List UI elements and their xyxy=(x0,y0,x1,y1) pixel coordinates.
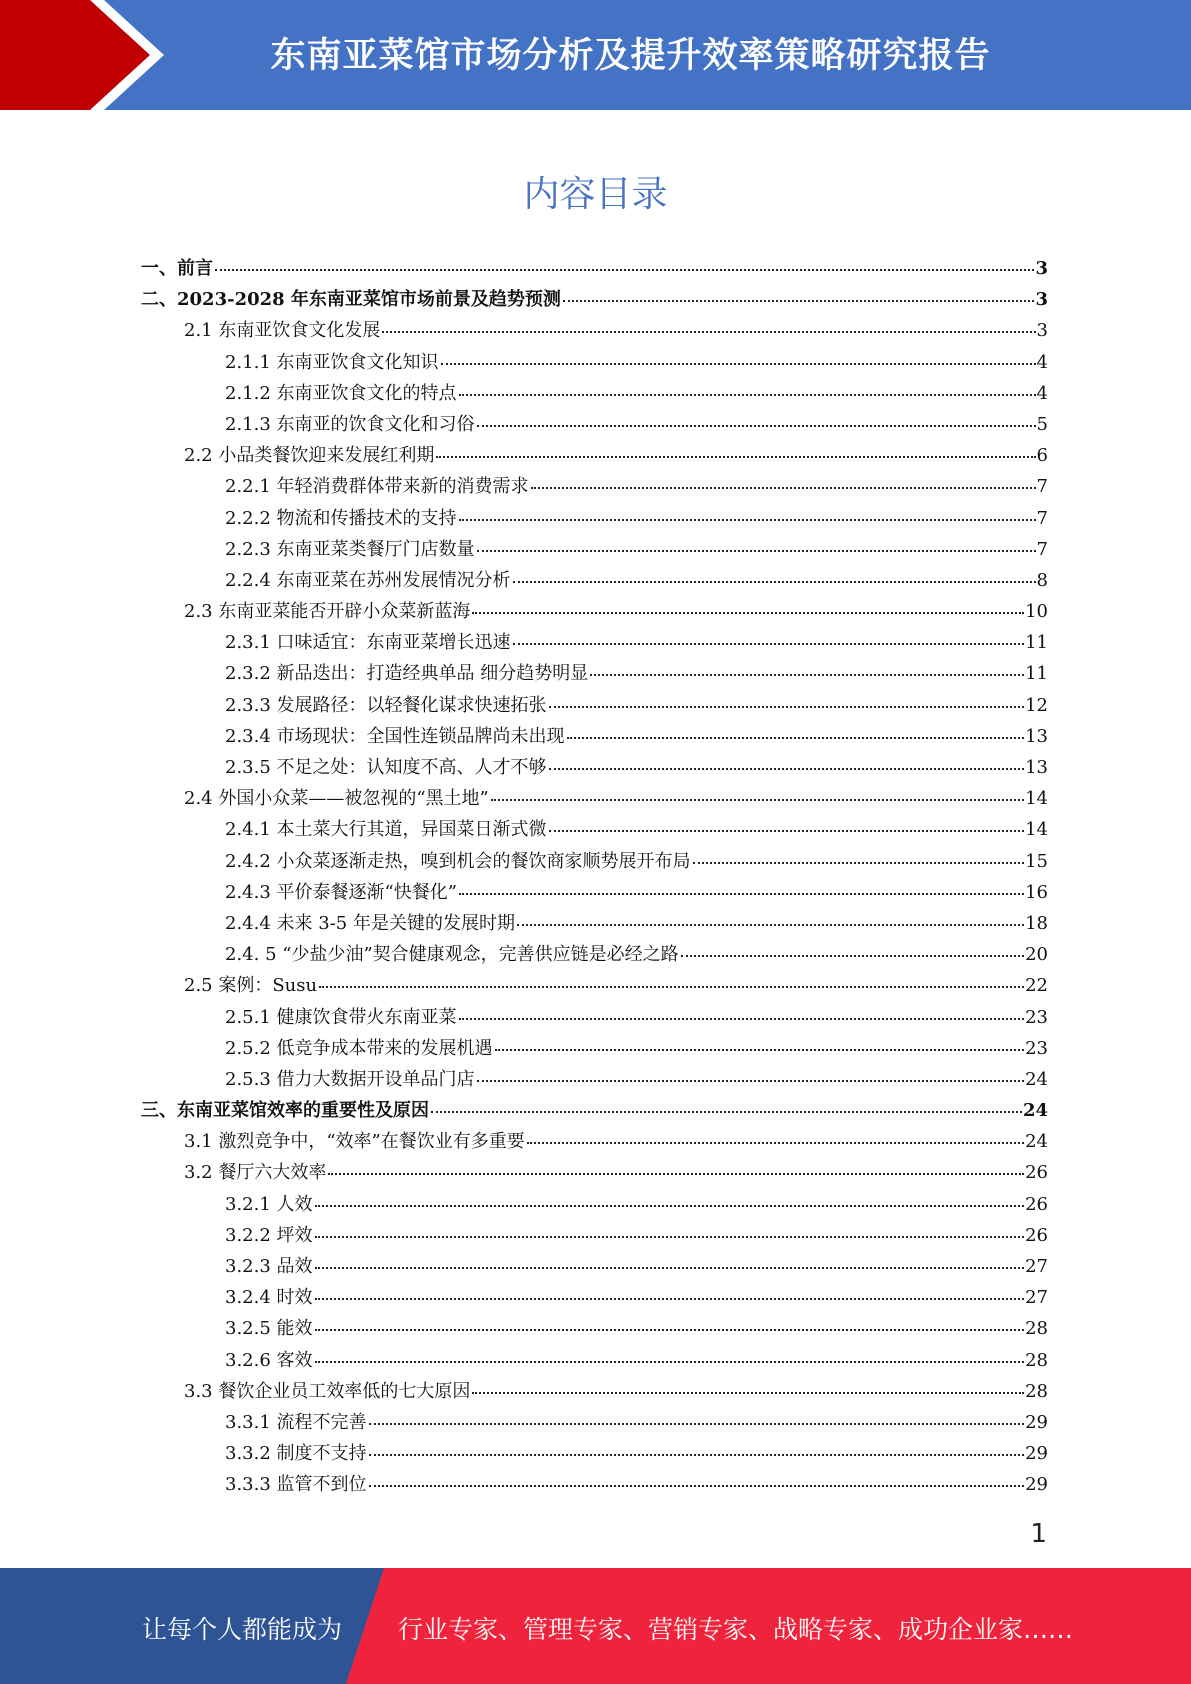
toc-entry-page: 10 xyxy=(1025,601,1048,623)
toc-dot-leader xyxy=(567,737,1025,739)
toc-entry[interactable] xyxy=(141,877,1048,908)
toc-entry-title: 3.2.4 时效 xyxy=(225,1287,313,1309)
toc-entry-title: 3.2.5 能效 xyxy=(225,1318,313,1340)
toc-dot-leader xyxy=(459,893,1024,895)
toc-entry-page: 7 xyxy=(1036,538,1048,560)
toc-entry-title: 2.3.2 新品迭出：打造经典单品 细分趋势明显 xyxy=(225,663,589,685)
toc-dot-leader xyxy=(369,1454,1025,1456)
toc-entry-title: 2.2.2 物流和传播技术的支持 xyxy=(225,507,457,529)
toc-dot-leader xyxy=(431,1111,1022,1113)
toc-entry[interactable] xyxy=(141,627,1048,658)
toc-entry-page: 4 xyxy=(1036,382,1048,404)
toc-entry-page: 3 xyxy=(1035,289,1048,311)
toc-dot-leader xyxy=(369,1423,1025,1425)
toc-dot-leader xyxy=(477,425,1036,427)
toc-dot-leader xyxy=(513,581,1036,583)
toc-entry-page: 3 xyxy=(1036,320,1048,342)
toc-entry-title: 2.1.2 东南亚饮食文化的特点 xyxy=(225,382,457,404)
toc-entry[interactable] xyxy=(141,783,1048,814)
toc-entry-title: 2.1.3 东南亚的饮食文化和习俗 xyxy=(225,413,475,435)
toc-dot-leader xyxy=(693,862,1025,864)
toc-entry-title: 2.1 东南亚饮食文化发展 xyxy=(184,320,381,342)
header-banner xyxy=(0,0,1191,110)
toc-entry[interactable] xyxy=(141,814,1048,845)
toc-entry[interactable] xyxy=(141,970,1048,1001)
toc-dot-leader xyxy=(549,830,1025,832)
toc-dot-leader xyxy=(472,1392,1024,1394)
toc-entry-title: 一、前言 xyxy=(141,258,213,279)
toc-entry-title: 3.2 餐厅六大效率 xyxy=(184,1162,327,1184)
toc-dot-leader xyxy=(477,1080,1025,1082)
toc-entry[interactable] xyxy=(141,908,1048,939)
toc-entry[interactable] xyxy=(141,1469,1048,1500)
toc-entry[interactable] xyxy=(141,658,1048,689)
toc-entry-page: 24 xyxy=(1022,1100,1048,1122)
toc-dot-leader xyxy=(382,331,1035,333)
toc-entry-page: 22 xyxy=(1025,975,1048,997)
toc-entry[interactable] xyxy=(141,1002,1048,1033)
toc-entry[interactable] xyxy=(141,1126,1048,1157)
toc-entry[interactable] xyxy=(141,1438,1048,1469)
toc-entry-title: 3.3.3 监管不到位 xyxy=(225,1474,367,1496)
toc-dot-leader xyxy=(441,363,1036,365)
toc-entry-title: 二、2023-2028 年东南亚菜馆市场前景及趋势预测 xyxy=(141,289,561,311)
toc-entry-title: 2.4.2 小众菜逐渐走热，嗅到机会的餐饮商家顺势展开布局 xyxy=(225,850,691,872)
toc-entry[interactable] xyxy=(141,565,1048,596)
toc-dot-leader xyxy=(527,1142,1024,1144)
toc-entry-title: 三、东南亚菜馆效率的重要性及原因 xyxy=(141,1100,429,1122)
toc-entry-title: 2.5.1 健康饮食带火东南亚菜 xyxy=(225,1006,457,1028)
toc-dot-leader xyxy=(549,706,1025,708)
toc-entry-title: 3.3.2 制度不支持 xyxy=(225,1443,367,1465)
toc-entry-title: 2.4.1 本土菜大行其道，异国菜日渐式微 xyxy=(225,819,547,841)
toc-dot-leader xyxy=(563,300,1035,302)
table-of-contents xyxy=(141,253,1048,1501)
toc-heading: 内容目录 xyxy=(523,174,668,215)
toc-dot-leader xyxy=(681,955,1024,957)
toc-entry-page: 11 xyxy=(1025,632,1048,654)
toc-dot-leader xyxy=(319,986,1024,988)
toc-entry-title: 2.2.3 东南亚菜类餐厅门店数量 xyxy=(225,538,475,560)
toc-entry-title: 2.5 案例：Susu xyxy=(184,975,318,997)
toc-entry-page: 14 xyxy=(1025,788,1048,810)
toc-entry[interactable] xyxy=(141,1095,1048,1126)
header-arrow-decoration xyxy=(0,0,180,110)
toc-entry[interactable] xyxy=(141,1407,1048,1438)
toc-dot-leader xyxy=(590,674,1024,676)
toc-entry-page: 3 xyxy=(1035,258,1048,279)
toc-entry[interactable] xyxy=(141,1282,1048,1313)
toc-entry[interactable] xyxy=(141,846,1048,877)
toc-entry-title: 2.2 小品类餐饮迎来发展红利期 xyxy=(184,445,435,467)
toc-entry-page: 13 xyxy=(1025,757,1048,778)
toc-entry[interactable] xyxy=(141,596,1048,627)
toc-dot-leader xyxy=(459,394,1036,396)
toc-entry[interactable] xyxy=(141,1033,1048,1064)
toc-dot-leader xyxy=(315,1236,1025,1238)
toc-entry-page: 8 xyxy=(1036,569,1048,591)
toc-dot-leader xyxy=(459,519,1036,521)
toc-entry-page: 15 xyxy=(1025,850,1048,872)
toc-entry-title: 2.4. 5 “少盐少油”契合健康观念，完善供应链是必经之路 xyxy=(225,944,679,966)
toc-dot-leader xyxy=(477,550,1036,552)
toc-entry[interactable] xyxy=(141,440,1048,471)
toc-dot-leader xyxy=(491,799,1024,801)
toc-entry-title: 2.4.3 平价泰餐逐渐“快餐化” xyxy=(225,881,457,903)
toc-entry-title: 3.3 餐饮企业员工效率低的七大原因 xyxy=(184,1380,471,1402)
toc-entry-title: 3.2.1 人效 xyxy=(225,1193,313,1215)
toc-entry-title: 2.3.5 不足之处：认知度不高、人才不够 xyxy=(225,757,547,778)
toc-entry-page: 29 xyxy=(1025,1474,1048,1496)
toc-dot-leader xyxy=(315,1298,1025,1300)
toc-dot-leader xyxy=(517,924,1024,926)
toc-entry-title: 2.3 东南亚菜能否开辟小众菜新蓝海 xyxy=(184,601,471,623)
toc-dot-leader xyxy=(315,1205,1025,1207)
toc-dot-leader xyxy=(369,1485,1025,1487)
toc-dot-leader xyxy=(459,1018,1025,1020)
toc-entry-title: 3.1 激烈竞争中，“效率”在餐饮业有多重要 xyxy=(184,1131,525,1153)
page-number: 1 xyxy=(1030,1519,1047,1549)
toc-entry[interactable] xyxy=(141,534,1048,565)
toc-entry-page: 14 xyxy=(1025,819,1048,841)
toc-dot-leader xyxy=(215,269,1034,271)
toc-entry[interactable] xyxy=(141,1251,1048,1282)
toc-dot-leader xyxy=(436,456,1035,458)
toc-entry-page: 28 xyxy=(1025,1318,1048,1340)
toc-entry[interactable] xyxy=(141,1313,1048,1344)
toc-entry-page: 26 xyxy=(1025,1224,1048,1246)
toc-entry-title: 2.2.1 年轻消费群体带来新的消费需求 xyxy=(225,476,529,498)
toc-entry[interactable] xyxy=(141,1189,1048,1220)
toc-entry-page: 20 xyxy=(1025,944,1048,966)
toc-entry[interactable] xyxy=(141,690,1048,721)
toc-entry-page: 24 xyxy=(1025,1068,1048,1090)
toc-dot-leader xyxy=(495,1049,1025,1051)
toc-entry[interactable] xyxy=(141,284,1048,315)
toc-entry[interactable] xyxy=(141,939,1048,970)
toc-entry[interactable] xyxy=(141,752,1048,783)
toc-entry-title: 2.5.2 低竞争成本带来的发展机遇 xyxy=(225,1037,493,1059)
toc-entry[interactable] xyxy=(141,315,1048,346)
toc-entry[interactable] xyxy=(141,1220,1048,1251)
toc-entry-page: 13 xyxy=(1025,725,1048,747)
toc-entry-page: 16 xyxy=(1025,881,1048,903)
toc-entry-page: 7 xyxy=(1036,476,1048,498)
toc-dot-leader xyxy=(549,768,1025,770)
toc-dot-leader xyxy=(315,1267,1025,1269)
toc-entry-title: 3.2.6 客效 xyxy=(225,1349,313,1371)
toc-entry-page: 12 xyxy=(1025,694,1048,716)
report-title: 东南亚菜馆市场分析及提升效率策略研究报告 xyxy=(270,36,991,76)
toc-entry-title: 3.3.1 流程不完善 xyxy=(225,1411,367,1433)
footer-banner xyxy=(0,1568,1191,1684)
toc-dot-leader xyxy=(315,1361,1025,1363)
toc-dot-leader xyxy=(513,643,1025,645)
toc-entry-page: 5 xyxy=(1036,413,1048,435)
toc-entry[interactable] xyxy=(141,409,1048,440)
toc-entry-page: 11 xyxy=(1025,663,1048,685)
toc-entry-title: 2.1.1 东南亚饮食文化知识 xyxy=(225,351,439,373)
toc-entry-title: 2.4 外国小众菜——被忽视的“黑土地” xyxy=(184,788,489,810)
footer-slogan-right: 行业专家、管理专家、营销专家、战略专家、成功企业家…… xyxy=(398,1615,1074,1644)
toc-entry-page: 28 xyxy=(1025,1349,1048,1371)
toc-entry-page: 18 xyxy=(1025,912,1048,934)
toc-entry-page: 4 xyxy=(1036,351,1048,373)
toc-entry-page: 27 xyxy=(1025,1287,1048,1309)
toc-entry-page: 23 xyxy=(1025,1037,1048,1059)
toc-entry-title: 2.3.3 发展路径：以轻餐化谋求快速拓张 xyxy=(225,694,547,716)
toc-entry-title: 3.2.3 品效 xyxy=(225,1256,313,1277)
toc-dot-leader xyxy=(531,487,1036,489)
toc-entry-page: 24 xyxy=(1025,1131,1048,1153)
toc-entry-page: 7 xyxy=(1036,507,1048,529)
toc-entry[interactable] xyxy=(141,347,1048,378)
toc-dot-leader xyxy=(315,1329,1025,1331)
toc-entry[interactable] xyxy=(141,1376,1048,1407)
toc-entry[interactable] xyxy=(141,1157,1048,1188)
toc-entry-title: 3.2.2 坪效 xyxy=(225,1224,313,1246)
toc-entry-page: 6 xyxy=(1036,445,1048,467)
toc-entry-page: 28 xyxy=(1025,1380,1048,1402)
toc-entry-title: 2.2.4 东南亚菜在苏州发展情况分析 xyxy=(225,569,511,591)
toc-entry-title: 2.4.4 未来 3-5 年是关键的发展时期 xyxy=(225,912,515,934)
toc-entry-title: 2.3.1 口味适宜：东南亚菜增长迅速 xyxy=(225,632,511,654)
toc-entry-title: 2.3.4 市场现状：全国性连锁品牌尚未出现 xyxy=(225,725,565,747)
toc-dot-leader xyxy=(328,1173,1024,1175)
toc-entry[interactable] xyxy=(141,503,1048,534)
toc-entry[interactable] xyxy=(141,471,1048,502)
toc-entry[interactable] xyxy=(141,721,1048,752)
toc-entry[interactable] xyxy=(141,1345,1048,1376)
toc-entry-page: 27 xyxy=(1025,1256,1048,1277)
toc-entry-page: 26 xyxy=(1025,1193,1048,1215)
toc-entry-title: 2.5.3 借力大数据开设单品门店 xyxy=(225,1068,475,1090)
toc-entry[interactable] xyxy=(141,253,1048,284)
toc-entry-page: 23 xyxy=(1025,1006,1048,1028)
toc-entry[interactable] xyxy=(141,378,1048,409)
footer-slogan-left: 让每个人都能成为 xyxy=(142,1615,343,1644)
toc-dot-leader xyxy=(472,612,1024,614)
toc-entry-page: 29 xyxy=(1025,1443,1048,1465)
toc-entry[interactable] xyxy=(141,1064,1048,1095)
toc-entry-page: 26 xyxy=(1025,1162,1048,1184)
toc-entry-page: 29 xyxy=(1025,1411,1048,1433)
